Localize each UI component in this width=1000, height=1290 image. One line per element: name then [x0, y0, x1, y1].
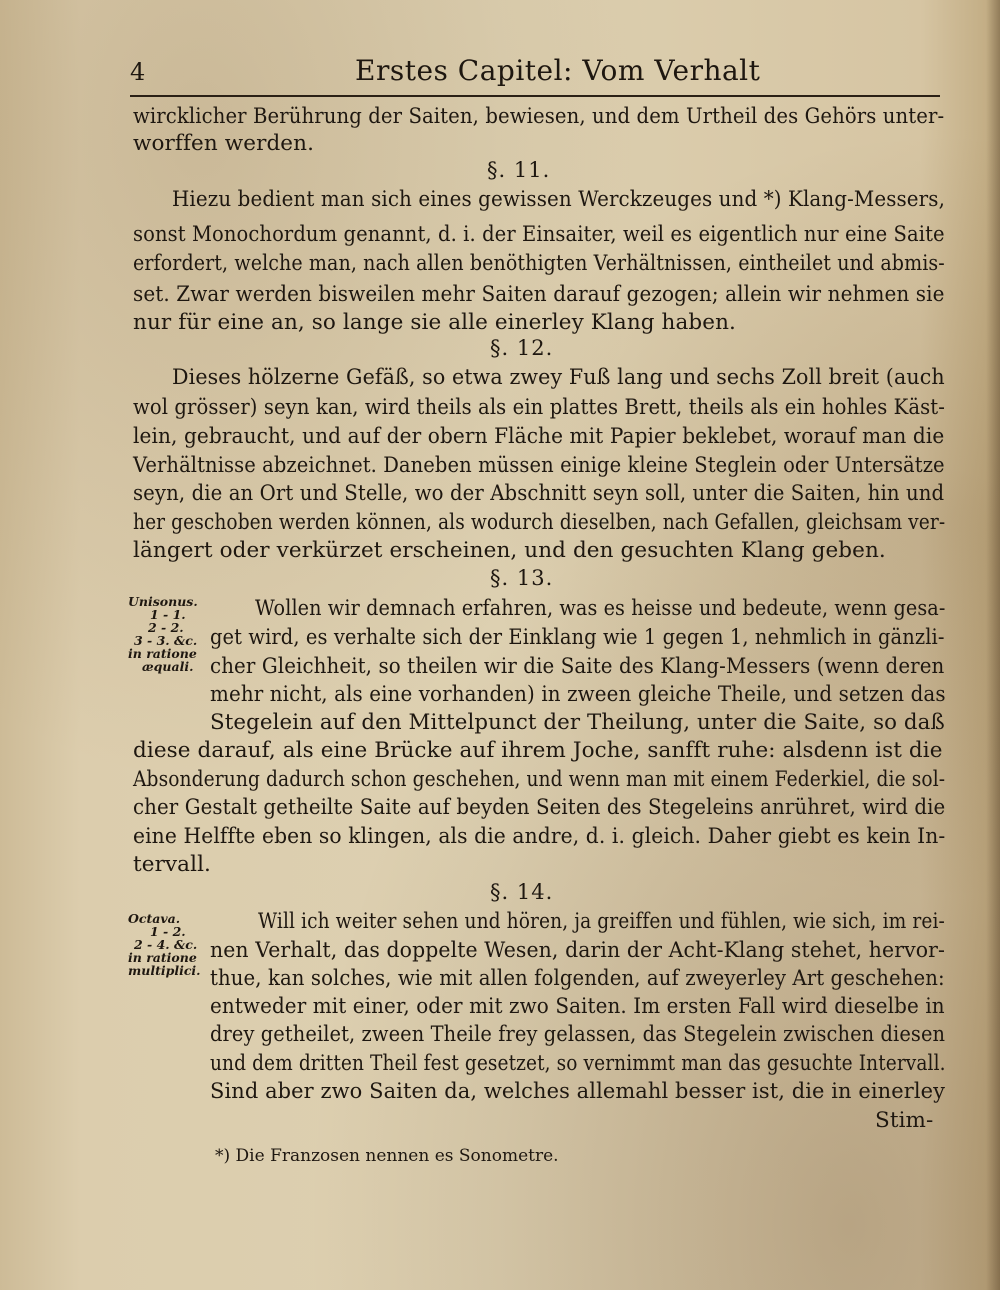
text-line: diese darauf, als eine Brücke auf ihrem Joche, sanfft ruhe: alsdenn ist die [133, 738, 943, 763]
text-line: nur für eine an, so lange sie alle einerley Klang haben. [133, 310, 736, 335]
text-line: sonst Monochordum genannt, d. i. der Einsaiter, weil es eigentlich nur eine Saite [133, 222, 945, 247]
footnote: *) Die Franzosen nennen es Sonometre. [215, 1146, 559, 1166]
text-line: wircklicher Berührung der Saiten, bewiesen, und dem Urtheil des Gehörs unter- [133, 104, 945, 129]
margin-note-line: Unisonus. [128, 594, 198, 609]
margin-note-line: 2 - 2. [148, 620, 184, 635]
text-line: wol grösser) seyn kan, wird theils als ein plattes Brett, theils als ein hohles Käst- [133, 395, 945, 420]
text-line: her geschoben werden können, als wodurch dieselben, nach Gefallen, gleichsam ver- [133, 510, 946, 535]
text-line: lein, gebraucht, und auf der obern Fläche mit Papier beklebet, worauf man die [133, 424, 945, 449]
text-line: entweder mit einer, oder mit zwo Saiten. Im ersten Fall wird dieselbe in [210, 994, 945, 1019]
margin-note-line: in ratione [128, 646, 197, 661]
text-line: Verhältnisse abzeichnet. Daneben müssen einige kleine Steglein oder Untersätze [133, 453, 945, 478]
section-heading: §. 13. [490, 566, 554, 590]
text-line: Absonderung dadurch schon geschehen, und wenn man mit einem Federkiel, die sol- [133, 767, 946, 792]
text-line: get wird, es verhalte sich der Einklang wie 1 gegen 1, nehmlich in gänzli- [210, 625, 945, 650]
text-line: und dem dritten Theil fest gesetzet, so vernimmt man das gesuchte Intervall. [210, 1051, 946, 1076]
margin-note-unisonus [128, 595, 198, 673]
section-heading: §. 12. [490, 336, 554, 360]
text-line: drey getheilet, zween Theile frey gelassen, das Stegelein zwischen diesen [210, 1022, 946, 1047]
margin-note-line: Octava. [128, 911, 181, 926]
page-edge-shadow [986, 0, 1000, 1290]
text-line: mehr nicht, als eine vorhanden) in zween gleiche Theile, und setzen das [210, 682, 946, 707]
margin-note-octava [128, 912, 201, 977]
text-line: worffen werden. [133, 131, 315, 156]
text-line: seyn, die an Ort und Stelle, wo der Abschnitt seyn soll, unter die Saiten, hin und [133, 481, 945, 506]
page-header [130, 52, 940, 92]
header-rule [130, 95, 940, 97]
running-title: Erstes Capitel: Vom Verhalt [355, 54, 761, 87]
text-line: cher Gleichheit, so theilen wir die Saite des Klang-Messers (wenn deren [210, 654, 945, 679]
section-heading: §. 11. [487, 158, 551, 182]
text-line: Sind aber zwo Saiten da, welches allemahl besser ist, die in einerley [210, 1079, 946, 1104]
text-line: tervall. [133, 852, 211, 877]
catchword: Stim- [875, 1108, 934, 1133]
margin-note-line: 2 - 4. &c. [134, 937, 198, 952]
section-heading: §. 14. [490, 880, 554, 904]
text-line: Dieses hölzerne Gefäß, so etwa zwey Fuß lang und sechs Zoll breit (auch [172, 365, 945, 390]
text-line: erfordert, welche man, nach allen benöthigten Verhältnissen, eintheilet und abmis- [133, 251, 945, 276]
text-line: cher Gestalt getheilte Saite auf beyden Seiten des Stegeleins anrühret, wird die [133, 795, 946, 820]
text-line: Stegelein auf den Mittelpunct der Theilung, unter die Saite, so daß [210, 710, 945, 735]
margin-note-line: in ratione [128, 950, 197, 965]
text-line: längert oder verkürzet erscheinen, und den gesuchten Klang geben. [133, 538, 886, 563]
margin-note-line: 1 - 2. [150, 924, 186, 939]
text-line: thue, kan solches, wie mit allen folgenden, auf zweyerley Art geschehen: [210, 966, 945, 991]
text-line: Wollen wir demnach erfahren, was es heisse und bedeute, wenn gesa- [255, 596, 946, 621]
margin-note-line: 3 - 3. &c. [134, 633, 198, 648]
text-line: eine Helffte eben so klingen, als die andre, d. i. gleich. Daher giebt es kein In- [133, 824, 946, 849]
page-number: 4 [130, 58, 146, 86]
text-line: Hiezu bedient man sich eines gewissen Werckzeuges und *) Klang-Messers, [172, 187, 945, 212]
margin-note-line: æquali. [142, 659, 194, 674]
margin-note-line: 1 - 1. [150, 607, 186, 622]
text-line: nen Verhalt, das doppelte Wesen, darin der Acht-Klang stehet, hervor- [210, 938, 945, 963]
text-line: Will ich weiter sehen und hören, ja greiffen und fühlen, wie sich, im rei- [258, 909, 945, 934]
margin-note-line: multiplici. [128, 963, 201, 978]
text-line: set. Zwar werden bisweilen mehr Saiten darauf gezogen; allein wir nehmen sie [133, 282, 945, 307]
